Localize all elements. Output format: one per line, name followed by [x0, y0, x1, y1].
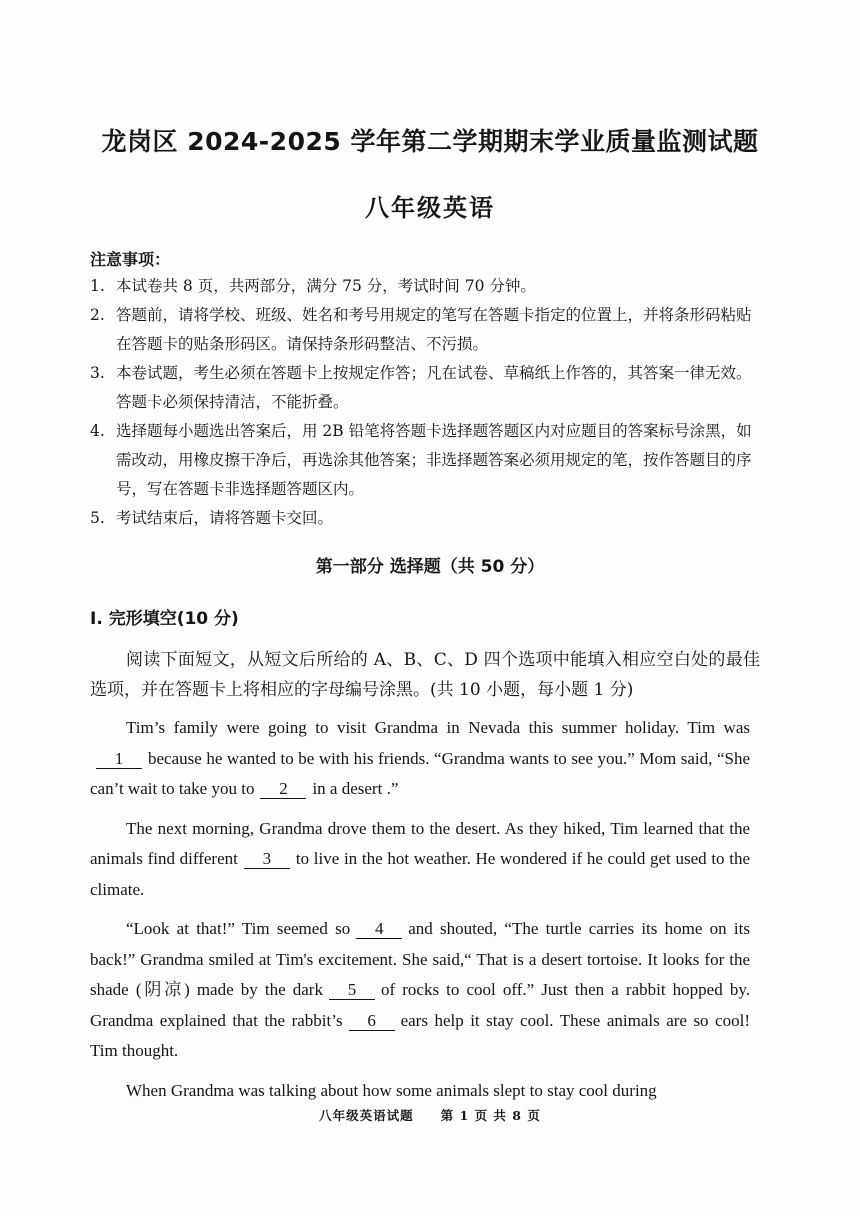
- note-number: 3.: [90, 364, 105, 382]
- blank-2: 2: [260, 780, 306, 799]
- blank-4: 4: [356, 920, 402, 939]
- note-number: 4.: [90, 422, 105, 440]
- note-number: 2.: [90, 306, 105, 324]
- part-one-title: 第一部分 选择题（共 50 分）: [315, 557, 545, 577]
- note-text: 考试结束后，请将答题卡交回。: [116, 509, 334, 527]
- passage-text: Tim’s family were going to visit Grandma in Nevada this summer holiday. Tim was: [126, 718, 750, 737]
- passage-paragraph: [90, 914, 750, 1067]
- passage-text: The next morning, Grandma drove them to the desert. As they hiked, Tim learned that the animals find different: [90, 818, 750, 868]
- passage-paragraph: [90, 1076, 750, 1107]
- passage-text: in a desert .”: [312, 779, 399, 798]
- passage-text: because he wanted to be with his friends. “Grandma wants to see you.” Mom said, “She can’t wait to take you to: [90, 748, 750, 798]
- passage-text: When Grandma was talking about how some animals slept to stay cool during: [126, 1080, 657, 1100]
- blank-3: 3: [244, 850, 290, 869]
- exam-title: 龙岗区 2024-2025 学年第二学期期末学业质量监测试题: [101, 127, 759, 156]
- note-text: 答题前，请将学校、班级、姓名和考号用规定的笔写在答题卡指定的位置上，并将条形码粘贴在答题卡的贴条形码区。请保持条形码整洁、不污损。: [116, 306, 752, 353]
- notes-heading: 注意事项：: [90, 250, 171, 269]
- passage-text: ears help it stay cool. These animals are so cool! Tim thought.: [90, 1010, 750, 1060]
- note-text: 本卷试题，考生必须在答题卡上按规定作答；凡在试卷、草稿纸上作答的，其答案一律无效。答题卡必须保持清洁，不能折叠。: [116, 364, 752, 411]
- notes-list: [90, 272, 760, 533]
- passage-text: “Look at that!” Tim seemed so: [126, 919, 351, 938]
- passage-text: of rocks to cool off.” Just then a rabbit hopped by. Grandma explained that the rabbit’s: [90, 980, 750, 1030]
- passage-paragraph: [90, 713, 750, 805]
- note-item: [90, 359, 760, 417]
- page-footer: 八年级英语试题 第 1 页 共 8 页: [319, 1108, 541, 1123]
- note-item: [90, 504, 760, 533]
- blank-1: 1: [96, 750, 142, 769]
- note-text: 本试卷共 8 页，共两部分，满分 75 分，考试时间 70 分钟。: [116, 277, 536, 295]
- passage-text: to live in the hot weather. He wondered if he could get used to the climate.: [90, 849, 750, 899]
- exam-subtitle: 八年级英语: [365, 194, 495, 222]
- section-title: I. 完形填空(10 分): [90, 609, 239, 629]
- passage-text: and shouted, “The turtle carries its home on its back!” Grandma smiled at Tim's excitement. She said,“ That is a desert tortoise. It looks for the shade (阴凉) made by the dark: [90, 919, 750, 999]
- note-item: [90, 272, 760, 301]
- passage-paragraph: [90, 814, 750, 906]
- note-number: 5.: [90, 509, 105, 527]
- cloze-passage: [90, 713, 750, 1115]
- note-item: [90, 301, 760, 359]
- section-instructions: 阅读下面短文，从短文后所给的 A、B、C、D 四个选项中能填入相应空白处的最佳选项，并在答题卡上将相应的字母编号涂黑。(共 10 小题，每小题 1 分): [90, 650, 760, 700]
- note-item: [90, 417, 760, 504]
- blank-5: 5: [329, 981, 375, 1000]
- blank-6: 6: [349, 1012, 395, 1031]
- note-text: 选择题每小题选出答案后，用 2B 铅笔将答题卡选择题答题区内对应题目的答案标号涂黑，如需改动，用橡皮擦干净后，再选涂其他答案；非选择题答案必须用规定的笔，按作答题目的序号，写在答题卡非选择题答题区内。: [116, 422, 752, 498]
- note-number: 1.: [90, 277, 105, 295]
